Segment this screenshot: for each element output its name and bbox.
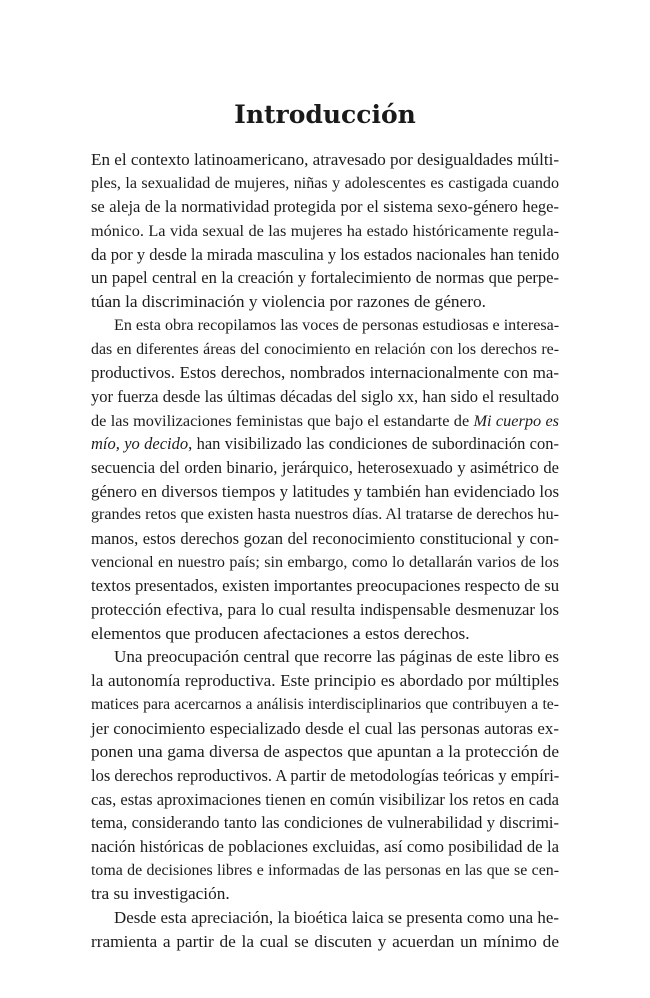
text-line: jer conocimiento especializado desde el cual las personas autoras ex-	[91, 718, 559, 738]
text-line: Desde esta apreciación, la bioética laica se presenta como una he-	[114, 908, 559, 927]
page-title: Introducción	[234, 100, 416, 129]
text-line: productivos. Estos derechos, nombrados internacionalmente con ma-	[91, 363, 559, 383]
text-line: da por y desde la mirada masculina y los estados nacionales han tenido	[91, 244, 560, 264]
text-segment: , han visibilizado las condiciones de subordinación con-	[188, 434, 559, 454]
text-line: elementos que producen afectaciones a estos derechos.	[91, 623, 470, 643]
text-line: textos presentados, existen importantes preocupaciones respecto de su	[91, 576, 560, 596]
text-line: grandes retos que existen hasta nuestros días. Al tratarse de derechos hu-	[91, 506, 559, 524]
text-line: En esta obra recopilamos las voces de personas estudiosas e interesa-	[114, 316, 560, 334]
text-line: secuencia del orden binario, jerárquico, heterosexuado y asimétrico de	[91, 457, 559, 477]
body-text	[91, 148, 559, 953]
text-line: ponen una gama diversa de aspectos que apuntan a la protección de	[91, 742, 559, 762]
text-line: toma de decisiones libres e informadas de las personas en las que se cen-	[91, 861, 559, 879]
text-line: matices para acercarnos a análisis interdisciplinarios que contribuyen a te-	[91, 695, 559, 713]
text-line: yor fuerza desde las últimas décadas del siglo xx, han sido el resultado	[91, 386, 559, 406]
text-line: das en diferentes áreas del conocimiento en relación con los derechos re-	[91, 340, 559, 358]
text-line: Una preocupación central que recorre las páginas de este libro es	[114, 647, 559, 667]
text-line	[91, 409, 559, 433]
text-line: tema, considerando tanto las condiciones de vulnerabilidad y discrimi-	[91, 813, 559, 833]
text-line: un papel central en la creación y fortalecimiento de normas que perpe-	[91, 268, 559, 288]
text-line: manos, estos derechos gozan del reconocimiento constitucional y con-	[91, 529, 559, 548]
text-line: ples, la sexualidad de mujeres, niñas y adolescentes es castigada cuando	[91, 174, 559, 192]
text-segment: de las movilizaciones feministas que bajo el estandarte de	[91, 410, 474, 430]
text-line: vencional en nuestro país; sin embargo, como lo detallarán varios de los	[91, 553, 559, 571]
text-line: tra su investigación.	[91, 884, 230, 904]
italic-phrase: Mi cuerpo es	[473, 410, 560, 430]
text-line: En el contexto latinoamericano, atravesado por desigualdades múlti-	[91, 150, 560, 169]
text-line: protección efectiva, para lo cual resulta indispensable desmenuzar los	[91, 600, 559, 620]
text-line: túan la discriminación y violencia por razones de género.	[91, 292, 486, 312]
text-line	[91, 432, 559, 456]
italic-phrase: mío, yo decido	[91, 434, 189, 454]
text-line: la autonomía reproductiva. Este principio es abordado por múltiples	[91, 671, 559, 691]
text-line: rramienta a partir de la cual se discuten y acuerdan un mínimo de	[91, 931, 559, 951]
text-line: nación históricas de poblaciones excluidas, así como posibilidad de la	[91, 836, 559, 856]
text-line: mónico. La vida sexual de las mujeres ha estado históricamente regula-	[91, 221, 559, 241]
text-line: cas, estas aproximaciones tienen en común visibilizar los retos en cada	[91, 789, 559, 809]
text-line: los derechos reproductivos. A partir de metodologías teóricas y empíri-	[91, 765, 560, 785]
text-line: se aleja de la normatividad protegida por el sistema sexo-género hege-	[91, 197, 559, 217]
text-line: género en diversos tiempos y latitudes y también han evidenciado los	[91, 481, 560, 501]
